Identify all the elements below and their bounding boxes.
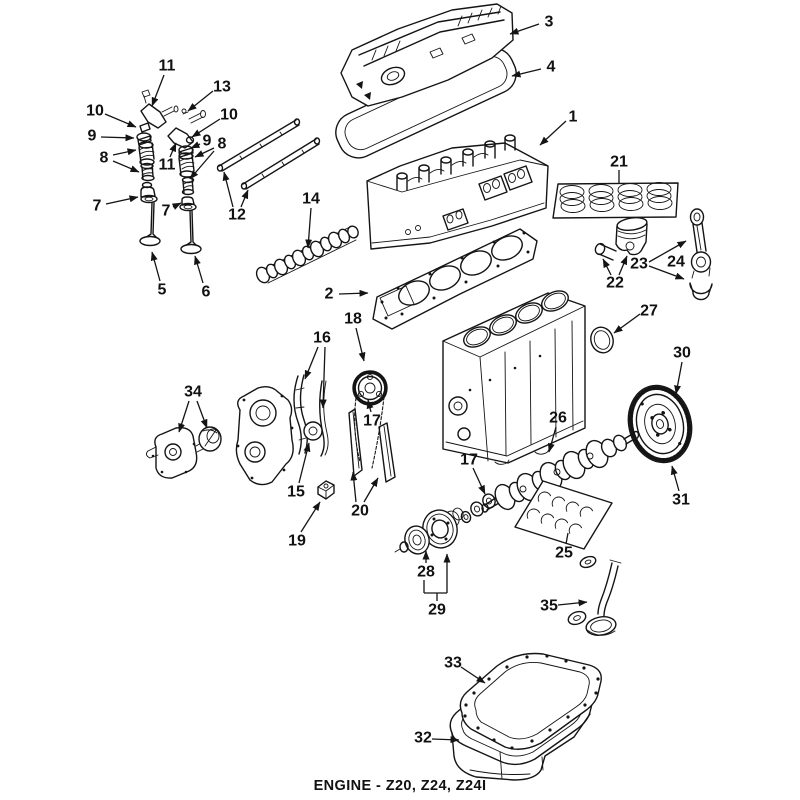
camshaft-drawing — [254, 224, 360, 284]
part-number-7: 7 — [92, 197, 102, 215]
callout-27 — [614, 303, 658, 334]
part-number-15: 15 — [287, 483, 305, 501]
part-number-2: 2 — [324, 285, 334, 303]
leader-line-11 — [170, 143, 176, 157]
part-number-14: 14 — [302, 190, 320, 208]
part-number-3: 3 — [544, 13, 554, 31]
leader-line-17 — [473, 468, 485, 494]
leader-line-33 — [461, 667, 485, 683]
callout-layer — [86, 14, 691, 747]
leader-line-30 — [676, 362, 682, 394]
part-number-13: 13 — [213, 78, 231, 96]
part-number-31: 31 — [672, 491, 690, 509]
part-number-21: 21 — [610, 153, 628, 171]
leader-line-12 — [224, 172, 233, 207]
tensioner-block-drawing — [318, 481, 334, 499]
valve-train-right-drawing — [168, 109, 206, 254]
part-number-20: 20 — [351, 502, 369, 520]
valve-cover-drawing — [341, 4, 513, 106]
part-number-16: 16 — [313, 329, 331, 347]
callout-1 — [540, 109, 578, 146]
leader-line-12 — [241, 190, 248, 207]
part-number-25: 25 — [555, 544, 573, 562]
crank-pulley-drawing — [395, 506, 465, 556]
callout-11 — [159, 143, 176, 174]
leader-line-6 — [195, 256, 203, 283]
leader-line-8 — [113, 150, 136, 155]
callout-31 — [672, 466, 690, 509]
part-number-19: 19 — [288, 532, 306, 550]
leader-line-1 — [540, 121, 566, 145]
part-number-5: 5 — [157, 281, 167, 299]
part-number-34: 34 — [184, 383, 202, 401]
part-number-32: 32 — [414, 729, 432, 747]
leader-line-14 — [308, 208, 311, 248]
part-number-9: 9 — [87, 127, 97, 145]
callout-12 — [224, 172, 248, 224]
part-number-8: 8 — [217, 135, 227, 153]
part-number-7: 7 — [161, 202, 171, 220]
part-number-18: 18 — [344, 310, 362, 328]
callout-2 — [325, 286, 368, 303]
callout-22 — [603, 256, 627, 292]
leader-line-35 — [558, 602, 587, 605]
engine-block-drawing — [443, 287, 585, 464]
leader-line-22 — [619, 256, 627, 275]
leader-line-27 — [614, 314, 640, 333]
leader-line-34 — [197, 401, 207, 428]
chain-tensioner-guide-drawing — [294, 375, 328, 456]
part-number-35: 35 — [540, 597, 558, 615]
callout-9 — [88, 128, 134, 145]
part-number-17: 17 — [363, 412, 381, 430]
leader-line-8 — [113, 161, 139, 172]
callout-8 — [100, 150, 139, 173]
flywheel-drawing — [620, 378, 700, 469]
callout-24 — [667, 254, 685, 271]
timing-cover-drawing — [236, 387, 293, 485]
part-number-29: 29 — [428, 601, 446, 619]
callout-21 — [610, 154, 628, 184]
part-number-23: 23 — [630, 255, 648, 273]
callout-7 — [162, 203, 181, 220]
piston-ring-set-drawing — [553, 183, 678, 219]
part-number-11: 11 — [158, 57, 176, 75]
callout-7 — [93, 197, 138, 215]
leader-line-11 — [152, 75, 164, 106]
oil-strainer-drawing — [566, 555, 621, 638]
leader-line-10 — [105, 114, 136, 127]
leader-line-22 — [603, 259, 611, 275]
callout-34 — [179, 384, 207, 433]
part-number-30: 30 — [673, 344, 691, 362]
leader-line-18 — [356, 328, 364, 361]
part-number-10: 10 — [86, 102, 104, 120]
part-number-4: 4 — [546, 58, 556, 76]
rocker-shaft-rods-drawing — [218, 119, 320, 189]
leader-line-9 — [101, 137, 134, 138]
leader-line-31 — [672, 466, 679, 491]
part-number-9: 9 — [202, 132, 212, 150]
part-number-17: 17 — [460, 451, 478, 469]
leader-line-3 — [510, 24, 539, 34]
callout-14 — [302, 191, 320, 249]
leader-line-13 — [188, 91, 213, 111]
rear-seal-drawing — [588, 324, 617, 356]
leader-line-9 — [191, 144, 200, 148]
thrust-washers-drawing — [460, 492, 497, 523]
callout-16 — [305, 330, 331, 409]
callout-33 — [444, 655, 485, 684]
piston-drawing — [594, 216, 648, 260]
oil-pump-drawing — [146, 427, 221, 478]
part-number-6: 6 — [201, 283, 211, 301]
part-number-33: 33 — [444, 654, 462, 672]
callout-19 — [288, 502, 320, 550]
part-number-12: 12 — [228, 206, 246, 224]
part-number-1: 1 — [568, 108, 578, 126]
callout-6 — [195, 256, 211, 301]
part-number-28: 28 — [417, 563, 435, 581]
leader-line-19 — [301, 502, 320, 532]
part-number-24: 24 — [667, 253, 685, 271]
callout-11 — [152, 58, 176, 107]
leader-line-7 — [106, 197, 138, 204]
connecting-rod-drawing — [690, 209, 712, 300]
part-number-8: 8 — [99, 149, 109, 167]
callout-3 — [510, 14, 554, 35]
callout-4 — [512, 59, 556, 77]
callout-30 — [673, 345, 691, 395]
callout-10 — [86, 103, 136, 128]
callout-20 — [351, 472, 378, 520]
callout-28 — [417, 551, 435, 581]
leader-line-20 — [364, 478, 378, 502]
part-number-27: 27 — [640, 302, 658, 320]
leader-line-16 — [305, 347, 318, 379]
oil-pan-gasket-drawing — [460, 654, 601, 750]
caption: ENGINE - Z20, Z24, Z24I — [313, 778, 487, 794]
part-number-26: 26 — [549, 409, 567, 427]
leader-line-5 — [152, 252, 160, 281]
callout-10 — [192, 107, 238, 138]
leader-line-2 — [339, 293, 368, 294]
part-number-10: 10 — [220, 106, 238, 124]
callout-18 — [344, 311, 364, 362]
callout-5 — [152, 252, 167, 299]
part-number-22: 22 — [606, 274, 624, 292]
part-number-11: 11 — [158, 156, 176, 174]
